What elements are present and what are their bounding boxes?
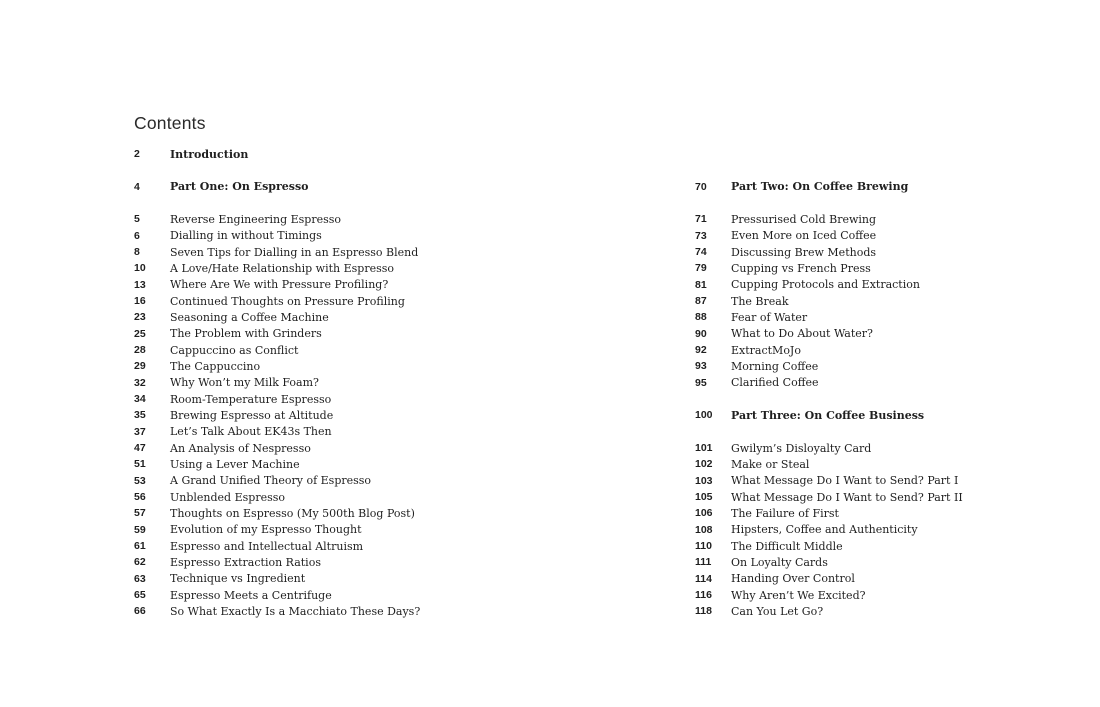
- toc-left-column: [134, 146, 674, 620]
- page-number: 70: [695, 180, 707, 193]
- page-number: 116: [695, 589, 712, 602]
- toc-entry: [134, 424, 674, 440]
- spacer: [134, 195, 674, 211]
- toc-entry: [134, 358, 674, 374]
- entry-title: What Message Do I Want to Send? Part II: [731, 490, 963, 504]
- toc-entry: [695, 293, 1095, 309]
- page-number: 16: [134, 295, 146, 308]
- toc-entry: [134, 538, 674, 554]
- toc-entry: [695, 489, 1095, 505]
- page-number: 95: [695, 376, 707, 389]
- entry-title: A Grand Unified Theory of Espresso: [170, 474, 372, 488]
- page-number: 23: [134, 311, 146, 324]
- spacer: [695, 391, 1095, 407]
- toc-entry: [695, 211, 1095, 227]
- toc-entry: [134, 375, 674, 391]
- toc-entry: [134, 440, 674, 456]
- entry-title: What Message Do I Want to Send? Part I: [731, 474, 959, 488]
- entry-title: Fear of Water: [731, 310, 808, 324]
- page-number: 47: [134, 442, 146, 455]
- spacer: [134, 162, 674, 178]
- page-number: 111: [695, 556, 712, 569]
- entry-title: ExtractMoJo: [731, 343, 801, 357]
- toc-entry: [134, 522, 674, 538]
- toc-entry: [134, 211, 674, 227]
- toc-entry-introduction: [134, 146, 674, 162]
- spacer: [695, 146, 1095, 179]
- page-title: Contents: [134, 113, 206, 133]
- page-number: 108: [695, 523, 713, 536]
- page-number: 106: [695, 507, 713, 520]
- toc-entry: [695, 505, 1095, 521]
- toc-entry: [695, 228, 1095, 244]
- page-number: 79: [695, 262, 707, 275]
- toc-entry: [134, 293, 674, 309]
- section-heading-part-two: [695, 179, 1095, 195]
- entry-title: Continued Thoughts on Pressure Profiling: [170, 294, 405, 308]
- page-number: 35: [134, 409, 146, 422]
- entry-title: Espresso Meets a Centrifuge: [170, 588, 332, 602]
- page-number: 90: [695, 327, 707, 340]
- entry-title: Cupping Protocols and Extraction: [731, 278, 920, 292]
- toc-entry: [695, 587, 1095, 603]
- toc-entry: [134, 228, 674, 244]
- section-heading-part-three: [695, 407, 1095, 423]
- toc-entry: [695, 260, 1095, 276]
- entry-title: So What Exactly Is a Macchiato These Days?: [170, 604, 421, 618]
- entry-title: The Break: [731, 294, 789, 308]
- toc-entry: [134, 554, 674, 570]
- toc-entry: [134, 244, 674, 260]
- entry-title: Discussing Brew Methods: [731, 245, 877, 259]
- page-number: 101: [695, 442, 713, 455]
- spacer: [695, 424, 1095, 440]
- toc-entry: [134, 473, 674, 489]
- toc-entry: [695, 473, 1095, 489]
- page-number: 105: [695, 491, 713, 504]
- section-title: Part Two: On Coffee Brewing: [731, 180, 909, 194]
- toc-entry: [134, 505, 674, 521]
- page-number: 62: [134, 556, 146, 569]
- entry-title: A Love/Hate Relationship with Espresso: [170, 261, 395, 275]
- spacer: [695, 195, 1095, 211]
- page-number: 5: [134, 213, 140, 226]
- section-title: Part One: On Espresso: [170, 180, 309, 194]
- entry-title: Brewing Espresso at Altitude: [170, 408, 334, 422]
- toc-entry: [695, 326, 1095, 342]
- toc-entry: [695, 244, 1095, 260]
- entry-title: Make or Steal: [731, 457, 810, 471]
- entry-title: Room-Temperature Espresso: [170, 392, 332, 406]
- toc-entry: [695, 309, 1095, 325]
- page-number: 4: [134, 180, 140, 193]
- toc-entry: [695, 358, 1095, 374]
- page-number: 118: [695, 605, 712, 618]
- entry-title: Dialling in without Timings: [170, 229, 322, 243]
- section-heading-part-one: [134, 179, 674, 195]
- page-number: 34: [134, 393, 146, 406]
- toc-entry: [134, 342, 674, 358]
- entry-title: Using a Lever Machine: [170, 457, 300, 471]
- entry-title: The Problem with Grinders: [170, 327, 322, 341]
- toc-right-column: [695, 146, 1095, 620]
- toc-entry: [695, 603, 1095, 619]
- page-number: 6: [134, 229, 140, 242]
- page-number: 25: [134, 327, 146, 340]
- entry-title: What to Do About Water?: [731, 327, 873, 341]
- entry-title: Seven Tips for Dialling in an Espresso Blend: [170, 245, 419, 259]
- toc-entry: [134, 407, 674, 423]
- toc-entry: [134, 391, 674, 407]
- page-number: 59: [134, 523, 146, 536]
- entry-title: On Loyalty Cards: [731, 555, 828, 569]
- entry-title: Reverse Engineering Espresso: [170, 212, 341, 226]
- toc-entry: [134, 571, 674, 587]
- page-number: 74: [695, 246, 707, 259]
- entry-title: Espresso and Intellectual Altruism: [170, 539, 364, 553]
- entry-title: Unblended Espresso: [170, 490, 285, 504]
- entry-title: Espresso Extraction Ratios: [170, 555, 321, 569]
- toc-entry: [695, 342, 1095, 358]
- toc-entry: [695, 522, 1095, 538]
- toc-entry: [134, 260, 674, 276]
- page-number: 100: [695, 409, 713, 422]
- toc-entry: [134, 326, 674, 342]
- page-number: 32: [134, 376, 146, 389]
- entry-title: Clarified Coffee: [731, 376, 819, 390]
- entry-title: Cappuccino as Conflict: [170, 343, 299, 357]
- page-number: 71: [695, 213, 707, 226]
- entry-title: Why Aren’t We Excited?: [731, 588, 866, 602]
- section-title: Part Three: On Coffee Business: [731, 408, 925, 422]
- page-number: 8: [134, 246, 140, 259]
- page-number: 65: [134, 589, 146, 602]
- entry-title: The Failure of First: [731, 506, 839, 520]
- entry-title: Thoughts on Espresso (My 500th Blog Post): [170, 506, 415, 520]
- toc-entry: [134, 489, 674, 505]
- page-number: 61: [134, 540, 146, 553]
- page-number: 57: [134, 507, 146, 520]
- page-number: 10: [134, 262, 146, 275]
- entry-title: An Analysis of Nespresso: [170, 441, 311, 455]
- page-number: 29: [134, 360, 146, 373]
- page-number: 2: [134, 148, 140, 161]
- entry-title: The Cappuccino: [170, 359, 261, 373]
- page-number: 66: [134, 605, 146, 618]
- toc-entry: [134, 277, 674, 293]
- entry-title: Seasoning a Coffee Machine: [170, 310, 329, 324]
- toc-entry: [695, 571, 1095, 587]
- page-number: 102: [695, 458, 713, 471]
- entry-title: Introduction: [170, 147, 249, 161]
- page-number: 63: [134, 572, 146, 585]
- page-number: 53: [134, 474, 146, 487]
- entry-title: Technique vs Ingredient: [170, 572, 306, 586]
- entry-title: Cupping vs French Press: [731, 261, 871, 275]
- page-number: 92: [695, 344, 707, 357]
- toc-entry: [695, 456, 1095, 472]
- toc-entry: [134, 309, 674, 325]
- entry-title: Hipsters, Coffee and Authenticity: [731, 523, 918, 537]
- page-number: 28: [134, 344, 146, 357]
- entry-title: Why Won’t my Milk Foam?: [170, 376, 319, 390]
- entry-title: Even More on Iced Coffee: [731, 229, 877, 243]
- page-number: 37: [134, 425, 146, 438]
- page-number: 81: [695, 278, 707, 291]
- entry-title: The Difficult Middle: [731, 539, 843, 553]
- entry-title: Evolution of my Espresso Thought: [170, 523, 362, 537]
- toc-entry: [695, 277, 1095, 293]
- page-number: 73: [695, 229, 707, 242]
- toc-entry: [695, 375, 1095, 391]
- entry-title: Where Are We with Pressure Profiling?: [170, 278, 389, 292]
- page-number: 87: [695, 295, 707, 308]
- entry-title: Gwilym’s Disloyalty Card: [731, 441, 872, 455]
- page-number: 56: [134, 491, 146, 504]
- toc-entry: [134, 456, 674, 472]
- entry-title: Let’s Talk About EK43s Then: [170, 425, 332, 439]
- page-number: 110: [695, 540, 712, 553]
- page-number: 13: [134, 278, 146, 291]
- toc-entry: [695, 554, 1095, 570]
- page-number: 93: [695, 360, 707, 373]
- page-number: 51: [134, 458, 146, 471]
- toc-entry: [134, 603, 674, 619]
- page-number: 103: [695, 474, 713, 487]
- page-number: 88: [695, 311, 707, 324]
- toc-entry: [695, 538, 1095, 554]
- entry-title: Pressurised Cold Brewing: [731, 212, 877, 226]
- entry-title: Handing Over Control: [731, 572, 855, 586]
- entry-title: Can You Let Go?: [731, 604, 824, 618]
- toc-entry: [134, 587, 674, 603]
- toc-entry: [695, 440, 1095, 456]
- page-number: 114: [695, 572, 712, 585]
- entry-title: Morning Coffee: [731, 359, 819, 373]
